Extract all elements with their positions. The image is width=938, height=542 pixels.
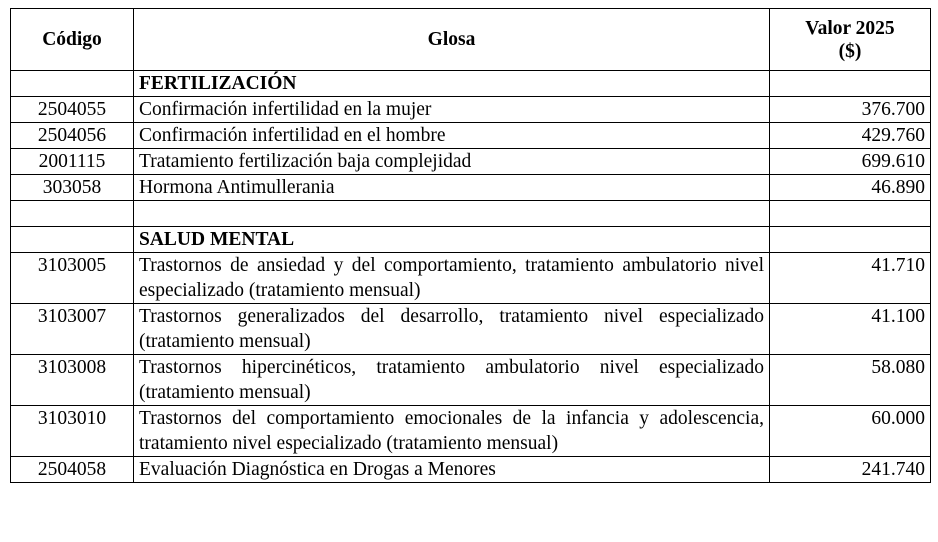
row-value: 699.610 xyxy=(770,149,931,175)
table-row xyxy=(11,355,931,406)
table-row xyxy=(11,457,931,483)
row-value: 241.740 xyxy=(770,457,931,483)
row-gloss: Trastornos del comportamiento emocionales de la infancia y adolescencia, tratamiento nivel especializado (tratamiento mensual) xyxy=(134,406,770,457)
header-row xyxy=(11,9,931,71)
section-title: SALUD MENTAL xyxy=(134,227,770,253)
row-code xyxy=(11,71,134,97)
row-value: 376.700 xyxy=(770,97,931,123)
row-code: 3103010 xyxy=(11,406,134,457)
row-value: 60.000 xyxy=(770,406,931,457)
row-value: 41.100 xyxy=(770,304,931,355)
row-value: 41.710 xyxy=(770,253,931,304)
row-value xyxy=(770,71,931,97)
row-value xyxy=(770,227,931,253)
row-code: 3103008 xyxy=(11,355,134,406)
row-gloss: Trastornos de ansiedad y del comportamiento, tratamiento ambulatorio nivel especializado (tratamiento mensual) xyxy=(134,253,770,304)
header-code: Código xyxy=(11,9,134,71)
row-value: 58.080 xyxy=(770,355,931,406)
row-gloss: Evaluación Diagnóstica en Drogas a Menores xyxy=(134,457,770,483)
row-value xyxy=(770,201,931,227)
table-row xyxy=(11,175,931,201)
row-code: 3103005 xyxy=(11,253,134,304)
header-value-line2: ($) xyxy=(838,40,862,62)
row-code xyxy=(11,227,134,253)
table-row xyxy=(11,123,931,149)
row-code: 2504055 xyxy=(11,97,134,123)
section-row-fertilizacion xyxy=(11,71,931,97)
table-row xyxy=(11,304,931,355)
row-gloss: Trastornos hipercinéticos, tratamiento ambulatorio nivel especializado (tratamiento mensual) xyxy=(134,355,770,406)
row-value: 46.890 xyxy=(770,175,931,201)
row-gloss: Trastornos generalizados del desarrollo, tratamiento nivel especializado (tratamiento mensual) xyxy=(134,304,770,355)
table-row xyxy=(11,149,931,175)
table-row xyxy=(11,406,931,457)
row-code: 3103007 xyxy=(11,304,134,355)
section-row-salud-mental xyxy=(11,227,931,253)
row-code: 303058 xyxy=(11,175,134,201)
row-gloss: Hormona Antimullerania xyxy=(134,175,770,201)
fee-table xyxy=(10,8,931,483)
table-row xyxy=(11,97,931,123)
header-value-line1: Valor 2025 xyxy=(805,17,895,39)
blank-row xyxy=(11,201,931,227)
row-gloss xyxy=(134,201,770,227)
header-value xyxy=(770,9,931,71)
table-row xyxy=(11,253,931,304)
row-gloss: Tratamiento fertilización baja complejidad xyxy=(134,149,770,175)
row-gloss: Confirmación infertilidad en el hombre xyxy=(134,123,770,149)
row-code: 2504056 xyxy=(11,123,134,149)
row-code: 2504058 xyxy=(11,457,134,483)
header-gloss: Glosa xyxy=(134,9,770,71)
row-code xyxy=(11,201,134,227)
row-value: 429.760 xyxy=(770,123,931,149)
row-code: 2001115 xyxy=(11,149,134,175)
row-gloss: Confirmación infertilidad en la mujer xyxy=(134,97,770,123)
section-title: FERTILIZACIÓN xyxy=(134,71,770,97)
